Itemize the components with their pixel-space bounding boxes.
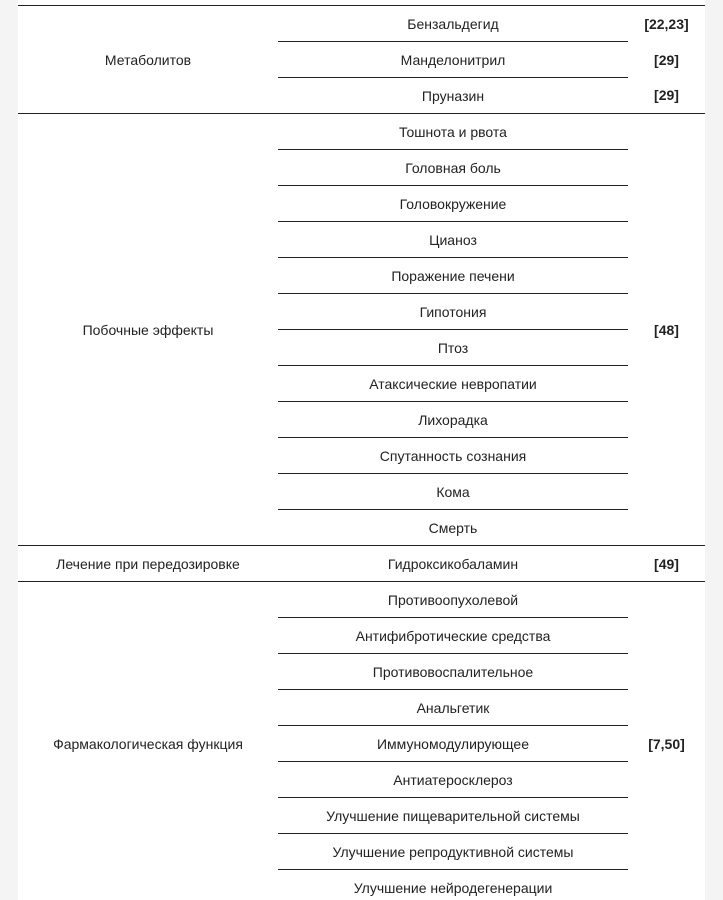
item-cell: Поражение печени <box>278 258 628 294</box>
item-cell: Гидроксикобаламин <box>278 546 628 582</box>
item-cell: Противоопухолевой <box>278 582 628 618</box>
item-cell: Антифибротические средства <box>278 618 628 654</box>
left-margin <box>0 0 18 900</box>
ref-cell: [48] <box>628 114 705 546</box>
item-cell: Атаксические невропатии <box>278 366 628 402</box>
item-cell: Бензальдегид <box>278 6 628 42</box>
ref-cell: [49] <box>628 546 705 582</box>
table-row <box>18 114 705 150</box>
item-cell: Противовоспалительное <box>278 654 628 690</box>
item-cell: Антиатеросклероз <box>278 762 628 798</box>
item-cell: Улучшение репродуктивной системы <box>278 834 628 870</box>
ref-cell: [29] <box>654 51 679 68</box>
item-cell: Гипотония <box>278 294 628 330</box>
item-cell: Анальгетик <box>278 690 628 726</box>
table-row <box>18 582 705 618</box>
item-cell: Манделонитрил <box>278 42 628 78</box>
item-cell: Тошнота и рвота <box>278 114 628 150</box>
item-cell: Птоз <box>278 330 628 366</box>
item-cell: Спутанность сознания <box>278 438 628 474</box>
item-cell: Головокружение <box>278 186 628 222</box>
category-cell: Метаболитов <box>18 6 278 114</box>
data-table <box>18 5 705 900</box>
item-cell: Смерть <box>278 510 628 546</box>
item-cell: Кома <box>278 474 628 510</box>
item-cell: Прунaзин <box>278 78 628 114</box>
ref-cell: [7,50] <box>648 735 685 752</box>
table-row <box>18 6 705 42</box>
item-cell: Головная боль <box>278 150 628 186</box>
item-cell: Иммуномодулирующее <box>278 726 628 762</box>
right-margin <box>705 0 723 900</box>
ref-cell: [22,23] <box>628 6 705 42</box>
table-row <box>18 546 705 582</box>
category-cell: Побочные эффекты <box>18 114 278 546</box>
item-cell: Улучшение нейродегенерации <box>353 879 553 896</box>
ref-cell: [29] <box>628 78 705 114</box>
category-cell: Лечение при передозировке <box>18 546 278 582</box>
item-cell: Лихорадка <box>278 402 628 438</box>
item-cell: Улучшение пищеварительной системы <box>278 798 628 834</box>
item-cell: Цианоз <box>278 222 628 258</box>
category-cell: Фармакологическая функция <box>53 735 243 752</box>
